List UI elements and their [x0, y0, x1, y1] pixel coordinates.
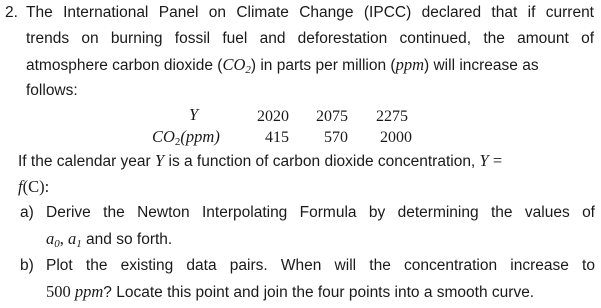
table-year-1: 2020 — [257, 108, 289, 125]
statement-line-2: f(C): — [18, 177, 50, 196]
intro-line-1: The International Panel on Climate Change (IPCC) declared that if current — [26, 4, 594, 21]
ppm-unit: ppm — [74, 282, 104, 301]
statement-line-1: If the calendar year Y is a function of carbon dioxide concentration, Y = — [18, 151, 503, 170]
co2-symbol: $CO_2$ — [222, 55, 251, 76]
table-row-year-label: Y — [189, 105, 199, 124]
problem-number: 2. — [5, 4, 18, 21]
intro-line-3-text-a: atmosphere carbon dioxide ( — [26, 57, 223, 74]
part-a-line-1: Derive the Newton Interpolating Formula by determining the values of — [46, 204, 595, 221]
a0-symbol: $a_0$ — [46, 229, 60, 250]
table-co2-1: 415 — [265, 129, 289, 146]
part-b-line-1: Plot the existing data pairs. When will the concentration increase to — [46, 257, 595, 274]
table-year-2: 2075 — [316, 108, 348, 125]
part-b-line-2: 500 ppm? Locate this point and join the four points into a smooth curve. — [46, 282, 535, 301]
intro-line-3 — [26, 55, 594, 76]
table-row-co2-label: $CO_2(ppm)$ — [152, 127, 220, 148]
table-co2-2: 570 — [324, 129, 348, 146]
part-a-label: a) — [20, 204, 34, 221]
table-year-3: 2275 — [376, 108, 408, 125]
intro-line-4: follows: — [26, 82, 78, 99]
intro-line-3-text-c: ) will increase as — [424, 57, 539, 74]
part-a-line-2: $a_0$, $a_1$ and so forth. — [46, 229, 173, 250]
table-co2-3: 2000 — [380, 129, 412, 146]
intro-line-2: trends on burning fossil fuel and deforestation continued, the amount of — [26, 30, 594, 47]
a1-symbol: $a_1$ — [68, 229, 82, 250]
part-b-label: b) — [20, 257, 34, 274]
intro-line-3-text-b: ) in parts per million ( — [250, 57, 396, 74]
ppm-symbol: ppm — [395, 55, 425, 74]
